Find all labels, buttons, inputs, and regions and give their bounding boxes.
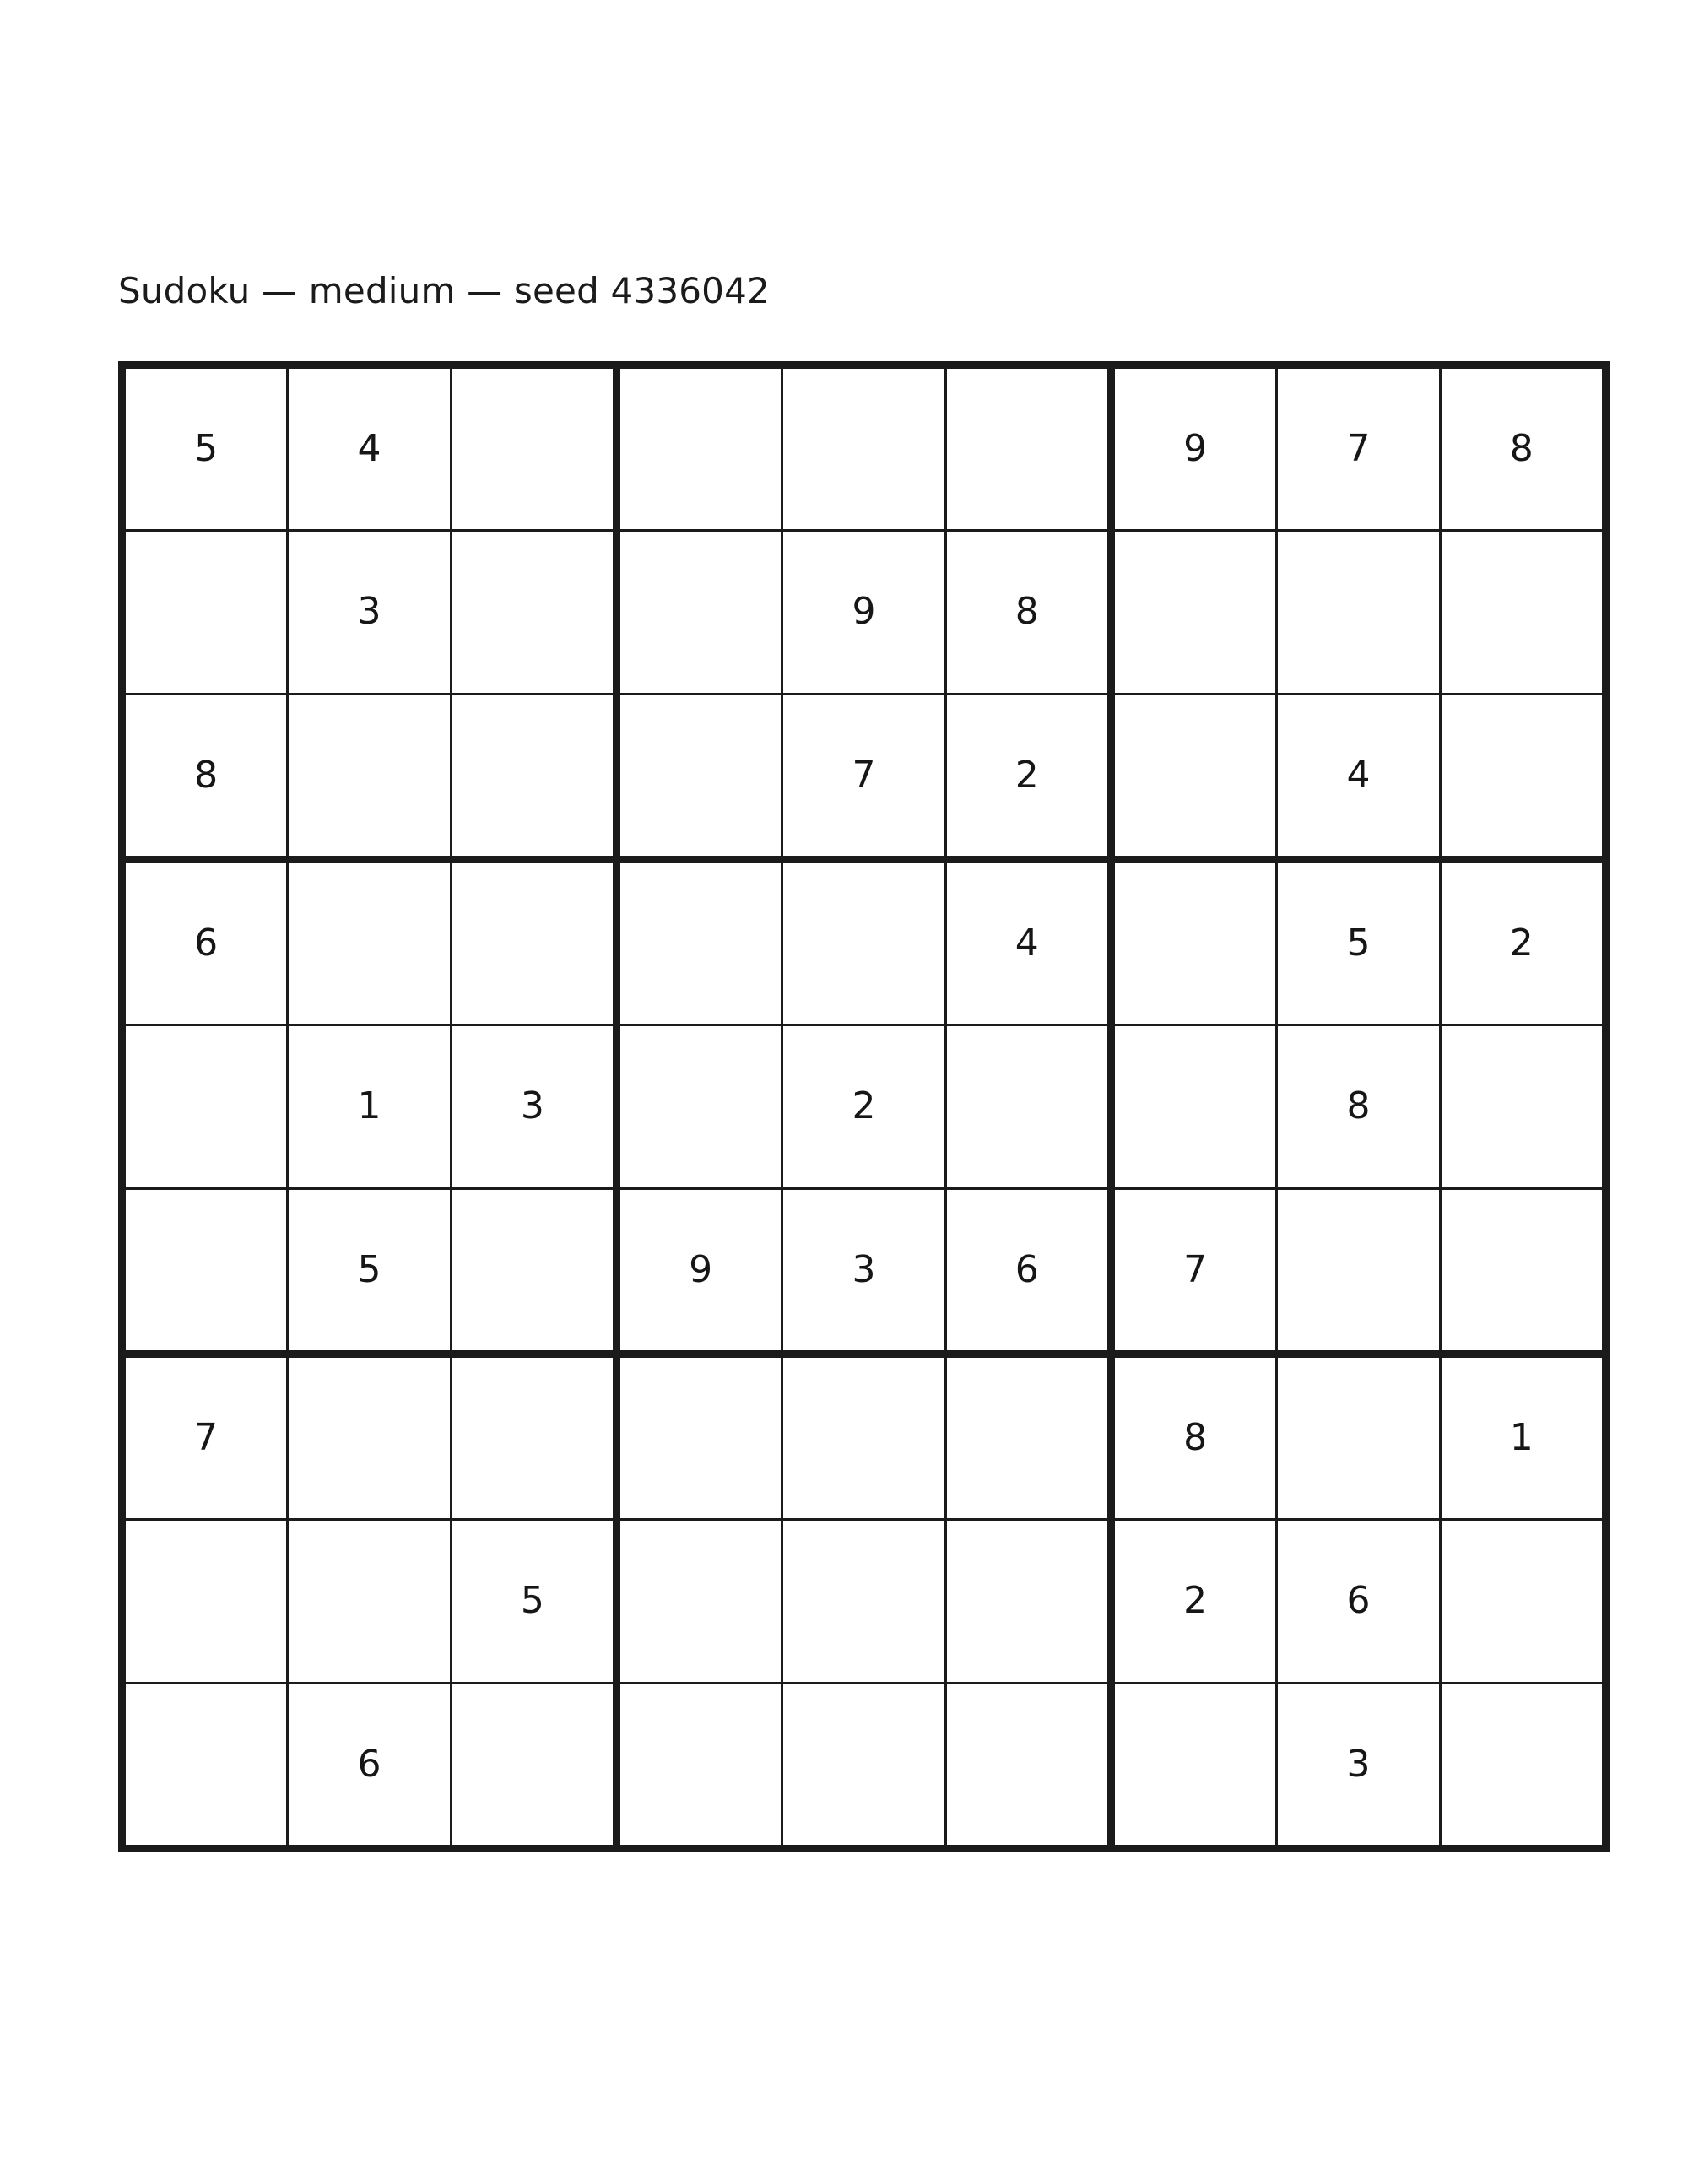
cell-value: 8	[194, 753, 219, 797]
sudoku-cell[interactable]	[122, 365, 288, 531]
cell-value: 6	[357, 1742, 381, 1786]
sudoku-row	[122, 694, 1606, 859]
cell-value: 3	[1346, 1742, 1371, 1786]
sudoku-cell[interactable]	[782, 365, 945, 531]
cell-value: 2	[1509, 922, 1534, 965]
sudoku-cell[interactable]	[288, 531, 451, 694]
sudoku-cell[interactable]	[945, 365, 1111, 531]
cell-value: 3	[852, 1247, 876, 1291]
sudoku-cell[interactable]	[122, 1683, 288, 1848]
sudoku-cell[interactable]	[451, 1188, 616, 1354]
sudoku-cell[interactable]	[945, 1025, 1111, 1188]
sudoku-cell[interactable]	[782, 859, 945, 1024]
sudoku-cell[interactable]	[1440, 694, 1605, 859]
sudoku-grid[interactable]	[118, 361, 1610, 1852]
sudoku-cell[interactable]	[782, 1520, 945, 1683]
cell-value: 4	[1346, 753, 1371, 797]
sudoku-cell[interactable]	[288, 1188, 451, 1354]
sudoku-cell[interactable]	[1111, 365, 1276, 531]
cell-value: 7	[194, 1416, 219, 1460]
sudoku-row	[122, 1354, 1606, 1519]
sudoku-cell[interactable]	[1440, 1188, 1605, 1354]
sudoku-cell[interactable]	[451, 1354, 616, 1519]
sudoku-cell[interactable]	[122, 1520, 288, 1683]
sudoku-cell[interactable]	[1111, 694, 1276, 859]
cell-value: 8	[1183, 1416, 1208, 1460]
cell-value: 1	[357, 1084, 381, 1128]
sudoku-cell[interactable]	[122, 1188, 288, 1354]
sudoku-row	[122, 531, 1606, 694]
sudoku-cell[interactable]	[288, 859, 451, 1024]
cell-value: 2	[852, 1084, 876, 1128]
sudoku-cell[interactable]	[945, 1520, 1111, 1683]
cell-value: 6	[1014, 1247, 1039, 1291]
sudoku-cell[interactable]	[1277, 531, 1440, 694]
sudoku-cell[interactable]	[288, 1025, 451, 1188]
sudoku-cell[interactable]	[1440, 859, 1605, 1024]
cell-value: 9	[852, 590, 876, 634]
sudoku-cell[interactable]	[451, 531, 616, 694]
sudoku-cell[interactable]	[451, 365, 616, 531]
cell-value: 6	[194, 922, 219, 965]
sudoku-cell[interactable]	[1440, 1354, 1605, 1519]
sudoku-cell[interactable]	[1277, 1354, 1440, 1519]
sudoku-cell[interactable]	[616, 694, 782, 859]
sudoku-cell[interactable]	[782, 1683, 945, 1848]
sudoku-cell[interactable]	[945, 1188, 1111, 1354]
sudoku-cell[interactable]	[122, 1025, 288, 1188]
sudoku-row	[122, 365, 1606, 531]
sudoku-cell[interactable]	[945, 1683, 1111, 1848]
sudoku-cell[interactable]	[451, 694, 616, 859]
sudoku-cell[interactable]	[1111, 859, 1276, 1024]
sudoku-cell[interactable]	[1277, 859, 1440, 1024]
sudoku-cell[interactable]	[1440, 1025, 1605, 1188]
sudoku-cell[interactable]	[451, 1025, 616, 1188]
cell-value: 5	[520, 1579, 544, 1623]
sudoku-cell[interactable]	[1440, 1683, 1605, 1848]
cell-value: 5	[357, 1247, 381, 1291]
sudoku-cell[interactable]	[1111, 1520, 1276, 1683]
sudoku-cell[interactable]	[1111, 1025, 1276, 1188]
sudoku-cell[interactable]	[288, 1520, 451, 1683]
sudoku-cell[interactable]	[782, 694, 945, 859]
sudoku-row	[122, 1683, 1606, 1848]
sudoku-cell[interactable]	[945, 531, 1111, 694]
cell-value: 3	[357, 590, 381, 634]
sudoku-cell[interactable]	[1111, 1188, 1276, 1354]
sudoku-cell[interactable]	[288, 1354, 451, 1519]
sudoku-cell[interactable]	[616, 859, 782, 1024]
cell-value: 7	[852, 753, 876, 797]
sudoku-cell[interactable]	[1277, 1188, 1440, 1354]
sudoku-cell[interactable]	[616, 1520, 782, 1683]
cell-value: 2	[1014, 753, 1039, 797]
sudoku-cell[interactable]	[288, 694, 451, 859]
sudoku-cell[interactable]	[945, 694, 1111, 859]
sudoku-cell[interactable]	[1440, 365, 1605, 531]
page-title: Sudoku — medium — seed 4336042	[118, 270, 770, 311]
sudoku-cell[interactable]	[616, 531, 782, 694]
sudoku-cell[interactable]	[616, 1683, 782, 1848]
sudoku-cell[interactable]	[288, 1683, 451, 1848]
cell-value: 9	[1183, 427, 1208, 471]
sudoku-cell[interactable]	[288, 365, 451, 531]
sudoku-cell[interactable]	[1440, 531, 1605, 694]
cell-value: 8	[1014, 590, 1039, 634]
sudoku-cell[interactable]	[451, 859, 616, 1024]
sudoku-cell[interactable]	[1111, 1683, 1276, 1848]
cell-value: 8	[1346, 1084, 1371, 1128]
cell-value: 2	[1183, 1579, 1208, 1623]
sudoku-cell[interactable]	[1440, 1520, 1605, 1683]
cell-value: 7	[1346, 427, 1371, 471]
sudoku-cell[interactable]	[945, 1354, 1111, 1519]
cell-value: 9	[689, 1247, 713, 1291]
sudoku-cell[interactable]	[945, 859, 1111, 1024]
cell-value: 6	[1346, 1579, 1371, 1623]
sudoku-cell[interactable]	[451, 1683, 616, 1848]
cell-value: 8	[1509, 427, 1534, 471]
sudoku-cell[interactable]	[1277, 1025, 1440, 1188]
sudoku-cell[interactable]	[1277, 1520, 1440, 1683]
sudoku-cell[interactable]	[1277, 365, 1440, 531]
sudoku-row	[122, 1520, 1606, 1683]
sudoku-row	[122, 859, 1606, 1024]
sudoku-cell[interactable]	[1111, 1354, 1276, 1519]
sudoku-cell[interactable]	[782, 1354, 945, 1519]
cell-value: 5	[194, 427, 219, 471]
cell-value: 5	[1346, 922, 1371, 965]
sudoku-cell[interactable]	[1111, 531, 1276, 694]
cell-value: 3	[520, 1084, 544, 1128]
sudoku-cell[interactable]	[1277, 1683, 1440, 1848]
sudoku-cell[interactable]	[122, 859, 288, 1024]
cell-value: 4	[1014, 922, 1039, 965]
sudoku-cell[interactable]	[616, 1354, 782, 1519]
cell-value: 1	[1509, 1416, 1534, 1460]
sudoku-cell[interactable]	[451, 1520, 616, 1683]
sudoku-cell[interactable]	[122, 1354, 288, 1519]
sudoku-cell[interactable]	[616, 365, 782, 531]
cell-value: 4	[357, 427, 381, 471]
sudoku-cell[interactable]	[782, 1025, 945, 1188]
sudoku-board[interactable]	[118, 361, 1564, 1807]
sudoku-cell[interactable]	[782, 531, 945, 694]
cell-value: 7	[1183, 1247, 1208, 1291]
sudoku-cell[interactable]	[782, 1188, 945, 1354]
sudoku-row	[122, 1025, 1606, 1188]
sudoku-cell[interactable]	[616, 1188, 782, 1354]
sudoku-cell[interactable]	[1277, 694, 1440, 859]
sudoku-cell[interactable]	[616, 1025, 782, 1188]
sudoku-row	[122, 1188, 1606, 1354]
sudoku-cell[interactable]	[122, 531, 288, 694]
sudoku-cell[interactable]	[122, 694, 288, 859]
